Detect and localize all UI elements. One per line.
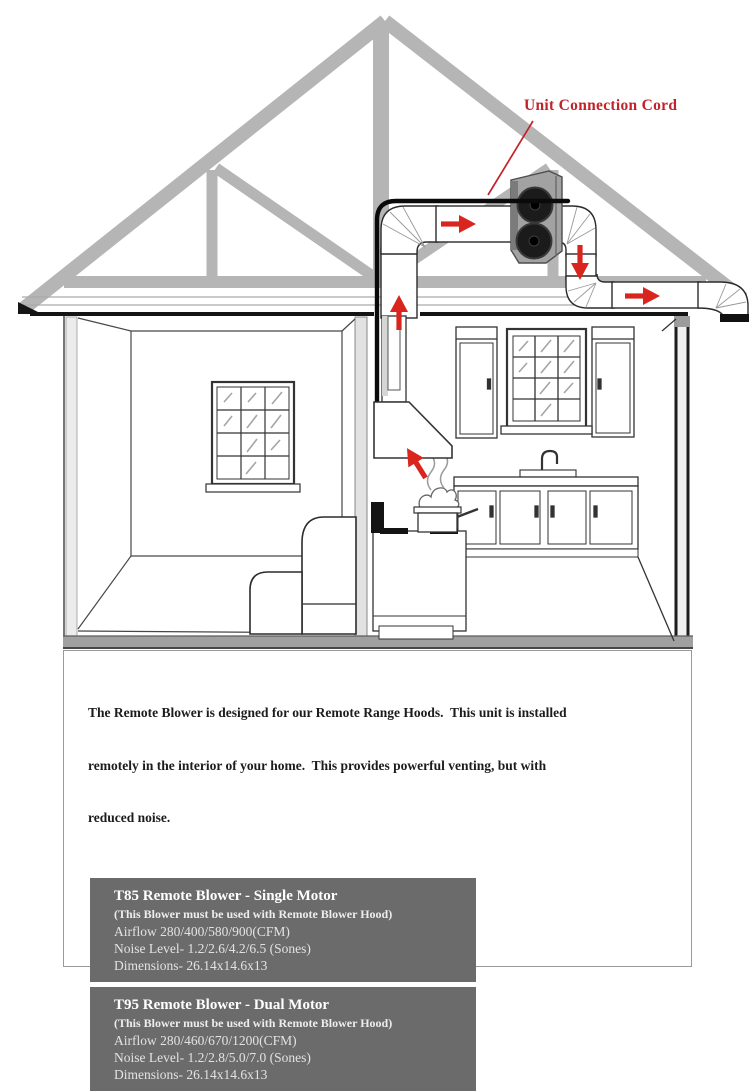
blower-unit bbox=[511, 171, 562, 263]
right-wall bbox=[676, 317, 688, 643]
left-wall bbox=[66, 317, 77, 643]
left-room bbox=[78, 318, 356, 634]
boiling-foam bbox=[419, 488, 459, 508]
window-sill bbox=[501, 426, 592, 434]
left-web bbox=[216, 168, 377, 279]
product-airflow: Airflow 280/400/580/900(CFM) bbox=[114, 923, 290, 939]
backsplash-panel bbox=[371, 502, 384, 533]
left-rafter bbox=[23, 21, 385, 309]
cabinet-handle bbox=[551, 506, 554, 517]
kitchen bbox=[371, 316, 676, 641]
soffit-elbow bbox=[698, 282, 748, 318]
kitchen-window bbox=[501, 329, 592, 434]
floor-corner-line bbox=[78, 556, 131, 629]
description-line-3: reduced noise. bbox=[88, 810, 171, 825]
stove bbox=[373, 528, 466, 639]
cabinet-handle bbox=[594, 506, 597, 517]
hood-canopy bbox=[374, 402, 452, 458]
armchair bbox=[250, 517, 356, 634]
product-note: (This Blower must be used with Remote Blower Hood) bbox=[114, 1015, 393, 1030]
product-note: (This Blower must be used with Remote Blower Hood) bbox=[114, 906, 393, 921]
cabinet-handle bbox=[598, 379, 601, 389]
range-hood bbox=[374, 316, 452, 458]
kitchen-sink bbox=[520, 451, 576, 477]
product-dimensions: Dimensions- 26.14x14.6x13 bbox=[114, 957, 268, 973]
info-panel bbox=[63, 650, 692, 1082]
product-noise: Noise Level- 1.2/2.8/5.0/7.0 (Sones) bbox=[114, 1049, 311, 1065]
cabinet-handle bbox=[535, 506, 538, 517]
faucet bbox=[542, 451, 557, 472]
description-line-2: remotely in the interior of your home. This provides powerful venting, but with bbox=[88, 757, 547, 773]
description-paragraph bbox=[88, 669, 681, 862]
floor bbox=[63, 636, 693, 648]
soffit-cap bbox=[720, 314, 749, 322]
kitchen-floor-line bbox=[638, 557, 674, 641]
product-box-t95 bbox=[90, 987, 476, 1091]
ceiling-corner-line bbox=[78, 318, 131, 331]
product-noise: Noise Level- 1.2/2.6/4.2/6.5 (Sones) bbox=[114, 940, 311, 956]
living-room-window bbox=[206, 382, 300, 492]
upper-cabinet-right bbox=[592, 327, 634, 437]
product-title: T95 Remote Blower - Dual Motor bbox=[114, 996, 330, 1013]
upper-cabinet-left bbox=[456, 327, 497, 438]
cabinet-handle bbox=[488, 379, 491, 389]
steam bbox=[428, 454, 448, 490]
product-dimensions: Dimensions- 26.14x14.6x13 bbox=[114, 1066, 268, 1082]
right-rafter bbox=[385, 21, 743, 299]
product-airflow: Airflow 280/460/670/1200(CFM) bbox=[114, 1032, 297, 1048]
description-line-1: The Remote Blower is designed for our Remote Range Hoods. This unit is installed bbox=[88, 705, 567, 720]
base-cabinets bbox=[454, 477, 674, 641]
product-box-t85 bbox=[90, 878, 476, 982]
burner bbox=[380, 528, 408, 534]
product-title: T85 Remote Blower - Single Motor bbox=[114, 887, 338, 904]
window-sill bbox=[206, 484, 300, 492]
unit-connection-cord-label: Unit Connection Cord bbox=[524, 97, 678, 114]
cabinet-handle bbox=[490, 506, 493, 517]
